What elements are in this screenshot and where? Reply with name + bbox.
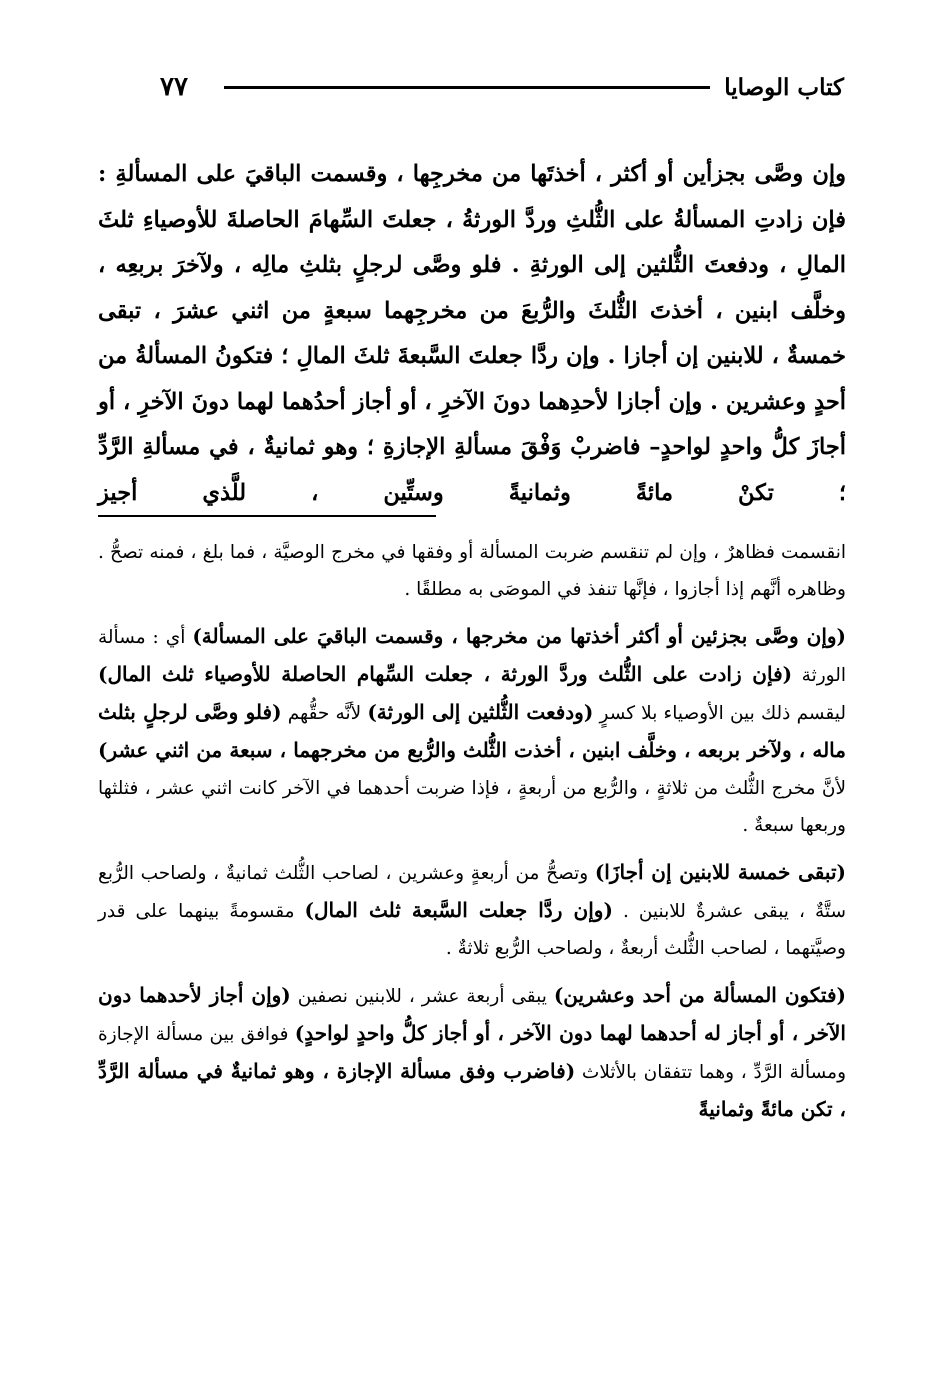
commentary-text: يبقى أربعة عشر ، للابنين نصفين [290, 986, 554, 1007]
page-number: ٧٧ [160, 72, 188, 102]
quoted-matn: (فلو وصَّى لرجلٍ بثلث ماله ، ولآخر بربعه ، وخلَّف ابنين ، أخذت الثُّلث والرُّبع من مخرجهما ، سبعة من اثني عشر) [98, 700, 846, 762]
quoted-matn: (فتكون المسألة من أحد وعشرين) [553, 983, 846, 1007]
page-header [160, 62, 844, 112]
commentary-text: وتصحُّ من أربعةٍ وعشرين ، لصاحب الثُّلث ثمانيةٌ ، ولصاحب الرُّبع ستَّةٌ ، يبقى عشرةٌ للابنين . [98, 863, 846, 922]
footnote-separator [98, 515, 436, 517]
quoted-matn: (فإن زادت على الثُّلث وردَّ الورثة ، جعلت السِّهام الحاصلة للأوصياء ثلث المال) [98, 662, 793, 686]
quoted-matn: (فاضرب وفق مسألة الإجازة ، وهو ثمانيةٌ في مسألة الرَّدِّ ، تكن مائةً وثمانيةً [98, 1059, 846, 1121]
quoted-matn: (وإن أجاز لأحدهما دون الآخر ، أو أجاز له أحدهما لهما دون الآخر ، أو أجاز كلُّ واحدٍ لواحدٍ) [98, 983, 846, 1045]
commentary-paragraph [98, 534, 846, 608]
commentary-paragraph [98, 977, 846, 1129]
commentary-text: ليقسم ذلك بين الأوصياء بلا كسرٍ [593, 703, 846, 724]
commentary-text: أي : مسألة الورثة [98, 627, 846, 686]
quoted-matn: (وإن ردَّا جعلت السَّبعة ثلث المال) [304, 898, 613, 922]
commentary-paragraph [98, 854, 846, 967]
main-text-paragraph: وإن وصَّى بجزأين أو أكثر ، أخذتَها من مخرجِها ، وقسمت الباقيَ على المسألةِ : فإن زادتِ المسألةُ على الثُّلثِ وردَّ الورثةُ ، جعلتَ السِّهامَ الحاصلةَ للأوصياءِ ثلثَ المالِ ، ودفعتَ الثُّلثين إلى الورثةِ . فلو وصَّى لرجلٍ بثلثِ مالِه ، ولآخرَ بربعِه ، وخلَّف ابنين ، أخذتَ الثُّلثَ والرُّبعَ من مخرجِهما سبعةٍ من اثني عشرَ ، تبقى خمسةٌ ، للابنين إن أجازا . وإن ردَّا جعلتَ السَّبعةَ ثلثَ المالِ ؛ فتكونُ المسألةُ من أحدٍ وعشرين . وإن أجازا لأحدِهما دونَ الآخرِ ، أو أجاز أحدُهما لهما دونَ الآخرِ ، أو أجازَ كلُّ واحدٍ لواحدٍ– فاضربْ وَفْقَ مسألةِ الإجازةِ ؛ وهو ثمانيةٌ ، في مسألةِ الرَّدِّ ؛ تكنْ مائةً وثمانيةً وستِّين ، للَّذي أجيز [98, 161, 846, 506]
header-rule [224, 86, 710, 89]
commentary-text: لأنَّه حقُّهم [281, 703, 368, 724]
quoted-matn: (ودفعت الثُّلثين إلى الورثة) [367, 700, 594, 724]
commentary-text: انقسمت فظاهرٌ ، وإن لم تنقسم ضربت المسألة أو وفقها في مخرج الوصيَّة ، فما بلغ ، فمنه تصحُّ . وظاهره أنَّهم إذا أجازوا ، فإنَّها تنفذ في الموصَى به مطلقًا . [98, 542, 846, 600]
commentary [98, 534, 846, 1139]
main-text [98, 152, 846, 516]
quoted-matn: (وإن وصَّى بجزئين أو أكثر أخذتها من مخرجها ، وقسمت الباقيَ على المسألة) [192, 624, 846, 648]
commentary-paragraph [98, 618, 846, 844]
commentary-text: مقسومةً بينهما على قدر وصيَّتهما ، لصاحب الثُّلث أربعةٌ ، ولصاحب الرُّبع ثلاثةٌ . [98, 901, 846, 959]
running-title: كتاب الوصايا [724, 73, 844, 101]
quoted-matn: (تبقى خمسة للابنين إن أجازَا) [594, 860, 846, 884]
commentary-text: لأنَّ مخرج الثُّلث من ثلاثةٍ ، والرُّبع من أربعةٍ ، فإذا ضربت أحدهما في الآخر كانت اثني عشر ، فثلثها وربعها سبعةٌ . [98, 778, 846, 836]
commentary-text: فوافق بين مسألة الإجازة ومسألة الرَّدِّ ، وهما تتفقان بالأثلاث [98, 1024, 847, 1083]
